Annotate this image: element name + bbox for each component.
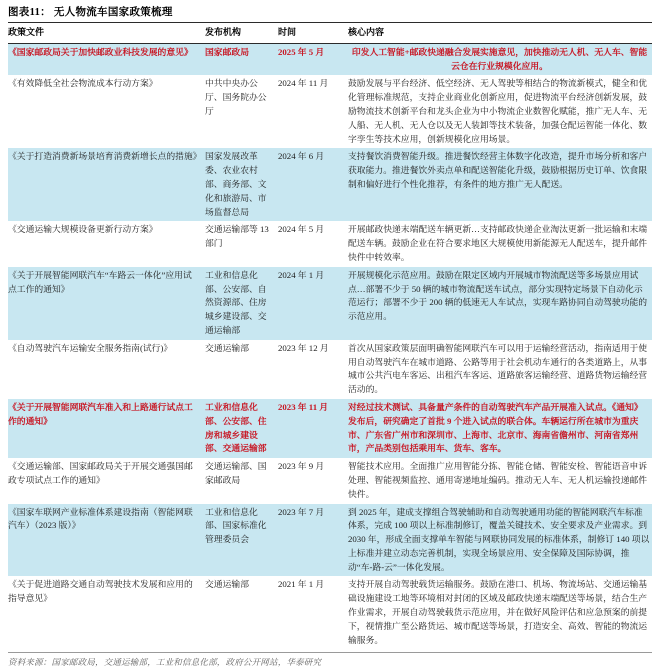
date-cell: 2023 年 11 月 [278, 401, 329, 412]
policy-cell: 《关于开展智能网联汽车准入和上路通行试点工作的通知》 [8, 401, 193, 426]
table-row [8, 267, 652, 340]
policy-table [8, 22, 652, 649]
column-header-content: 核心内容 [348, 23, 652, 44]
content-cell: 智能技术应用。全面推广应用智能分拣、智能仓储、智能安检、智能语音申诉处理、智能视频监控、通用寄递地址编码。推动无人车、无人机运输投递邮件快件。 [348, 461, 648, 499]
content-cell: 支持餐饮消费智能升级。推进餐饮经营主体数字化改造，提升市场分析和客户获取能力。推进餐饮外卖点单和配送智能化升级，鼓励根据历史订单、饮食限制和偏好进行个性化推荐，有条件的地方推广无人配送。 [348, 151, 648, 189]
date-cell: 2021 年 1 月 [278, 579, 325, 590]
policy-cell: 《关于开展智能网联汽车“车路云一体化”应用试点工作的通知》 [8, 269, 192, 294]
date-cell: 2024 年 11 月 [278, 78, 329, 89]
figure-title: 图表11： 无人物流车国家政策梳理 [8, 7, 173, 18]
date-cell: 2024 年 6 月 [278, 151, 325, 162]
agency-cell: 交通运输部等 13 部门 [205, 224, 269, 249]
column-header-agency: 发布机构 [205, 23, 278, 44]
policy-cell: 《有效降低全社会物流成本行动方案》 [8, 78, 158, 89]
agency-cell: 交通运输部 [205, 579, 249, 590]
table-row [8, 221, 652, 266]
date-cell: 2024 年 5 月 [278, 224, 325, 235]
agency-cell: 国家发展改革委、农业农村部、商务部、文化和旅游局、市场监督总局 [205, 151, 267, 217]
policy-cell: 《国家车联网产业标准体系建设指南（智能网联汽车）（2023 版）》 [8, 506, 193, 531]
content-cell: 开展规模化示范应用。鼓励在限定区域内开展城市物流配送等多场景应用试点…部署不少于 50 辆的城市物流配送车试点，部分实现特定场景下自动化示范运行；部署不少于 200 辆的低速无人车试点，实现车路协同自动驾驶功能的示范应用。 [348, 269, 648, 322]
agency-cell: 中共中央办公厅、国务院办公厅 [205, 78, 267, 116]
table-row [8, 43, 652, 75]
column-header-date: 时间 [278, 23, 348, 44]
agency-cell: 工业和信息化部、公安部、住房和城乡建设部、交通运输部 [205, 401, 267, 454]
table-row [8, 148, 652, 221]
agency-cell: 交通运输部、国家邮政局 [205, 461, 267, 485]
table-row [8, 504, 652, 577]
date-cell: 2023 年 12 月 [278, 342, 329, 353]
table-row [8, 75, 652, 148]
table-row [8, 576, 652, 649]
date-cell: 2023 年 7 月 [278, 506, 325, 517]
content-cell: 到 2025 年，建成支撑组合驾驶辅助和自动驾驶通用功能的智能网联汽车标准体系，完成 100 项以上标准制修订，覆盖关键技术、安全要求及产业需求。到 2030 年，形成全面支撑单车智能与网联协同发展的标准体系，制修订 140 项以上标准并建立动态完善机制，实现全场景应用、安全保障及国际协调，推动“车-路-云”一体化发展。 [348, 506, 650, 572]
source-note: 资料来源：国家邮政局，交通运输部，工业和信息化部，政府公开网站，华泰研究 [8, 652, 652, 668]
table-row [8, 458, 652, 503]
table-row [8, 399, 652, 458]
content-cell: 首次从国家政策层面明确智能网联汽车可以用于运输经营活动，指南适用于使用自动驾驶汽车在城市道路、公路等用于社会机动车通行的各类道路上，从事城市公共汽电车客运、出租汽车客运、道路旅客运输经营、道路货物运输经营活动的。 [348, 342, 648, 395]
date-cell: 2024 年 1 月 [278, 269, 325, 280]
content-cell: 对经过技术测试、具备量产条件的自动驾驶汽车产品开展准入试点。《通知》发布后，研究确定了首批 9 个进入试点的联合体。车辆运行所在城市为重庆市、广东省广州市和深圳市、上海市、北京市、海南省儋州市、河南省郑州市，产品类别包括乘用车、货车、客车。 [348, 401, 643, 454]
content-cell: 鼓励发展与平台经济、低空经济、无人驾驶等相结合的物流新模式，健全和优化管理标准规范，支持企业商业化创新应用，促进物流平台经济创新发展，鼓励物流技术创新平台和龙头企业为中小物流企业数智化赋能，推广无人车、无人船、无人机、无人仓以及无人装卸等技术装备，加强仓配运智能一体化、数字孪生等技术应用，创新规模化应用场景。 [348, 78, 648, 144]
agency-cell: 工业和信息化部、公安部、自然资源部、住房城乡建设部、交通运输部 [205, 269, 267, 335]
policy-cell: 《交通运输部、国家邮政局关于开展交通强国邮政专项试点工作的通知》 [8, 461, 193, 485]
policy-cell: 《关于打造消费新场景培育消费新增长点的措施》 [8, 151, 202, 162]
policy-cell: 《自动驾驶汽车运输安全服务指南(试行)》 [8, 342, 173, 353]
table-header-row [8, 23, 652, 44]
table-row [8, 340, 652, 399]
policy-table-body [8, 43, 652, 649]
content-cell: 开展邮政快递末端配送车辆更新…支持邮政快递企业淘汰更新一批运输和末端配送车辆。鼓励企业在符合要求地区大规模使用新能源无人配送车，提升邮件快件中转效率。 [348, 224, 648, 262]
policy-cell: 《交通运输大规模设备更新行动方案》 [8, 224, 158, 235]
date-cell: 2025 年 5 月 [278, 46, 325, 57]
column-header-policy: 政策文件 [8, 23, 205, 44]
policy-cell: 《关于促进道路交通自动驾驶技术发展和应用的指导意见》 [8, 579, 193, 604]
agency-cell: 国家邮政局 [205, 46, 249, 57]
agency-cell: 交通运输部 [205, 342, 249, 353]
policy-cell: 《国家邮政局关于加快邮政业科技发展的意见》 [8, 46, 193, 57]
date-cell: 2023 年 9 月 [278, 461, 325, 472]
content-cell: 印发人工智能+邮政快递融合发展实施意见，加快推动无人机、无人车、智能云仓在行业规模化应用。 [351, 46, 648, 71]
content-cell: 支持开展自动驾驶载货运输服务。鼓励在港口、机场、物流场站、交通运输基础设施建设工地等环境相对封闭的区域及邮政快递末端配送等场景，结合生产作业需求，开展自动驾驶载货示范应用，并在做好风险评估和应急预案的前提下，视情推广至公路货运、城市配送等场景，打造安全、高效、智能的物流运输服务。 [348, 579, 648, 645]
agency-cell: 工业和信息化部、国家标准化管理委员会 [205, 506, 267, 545]
